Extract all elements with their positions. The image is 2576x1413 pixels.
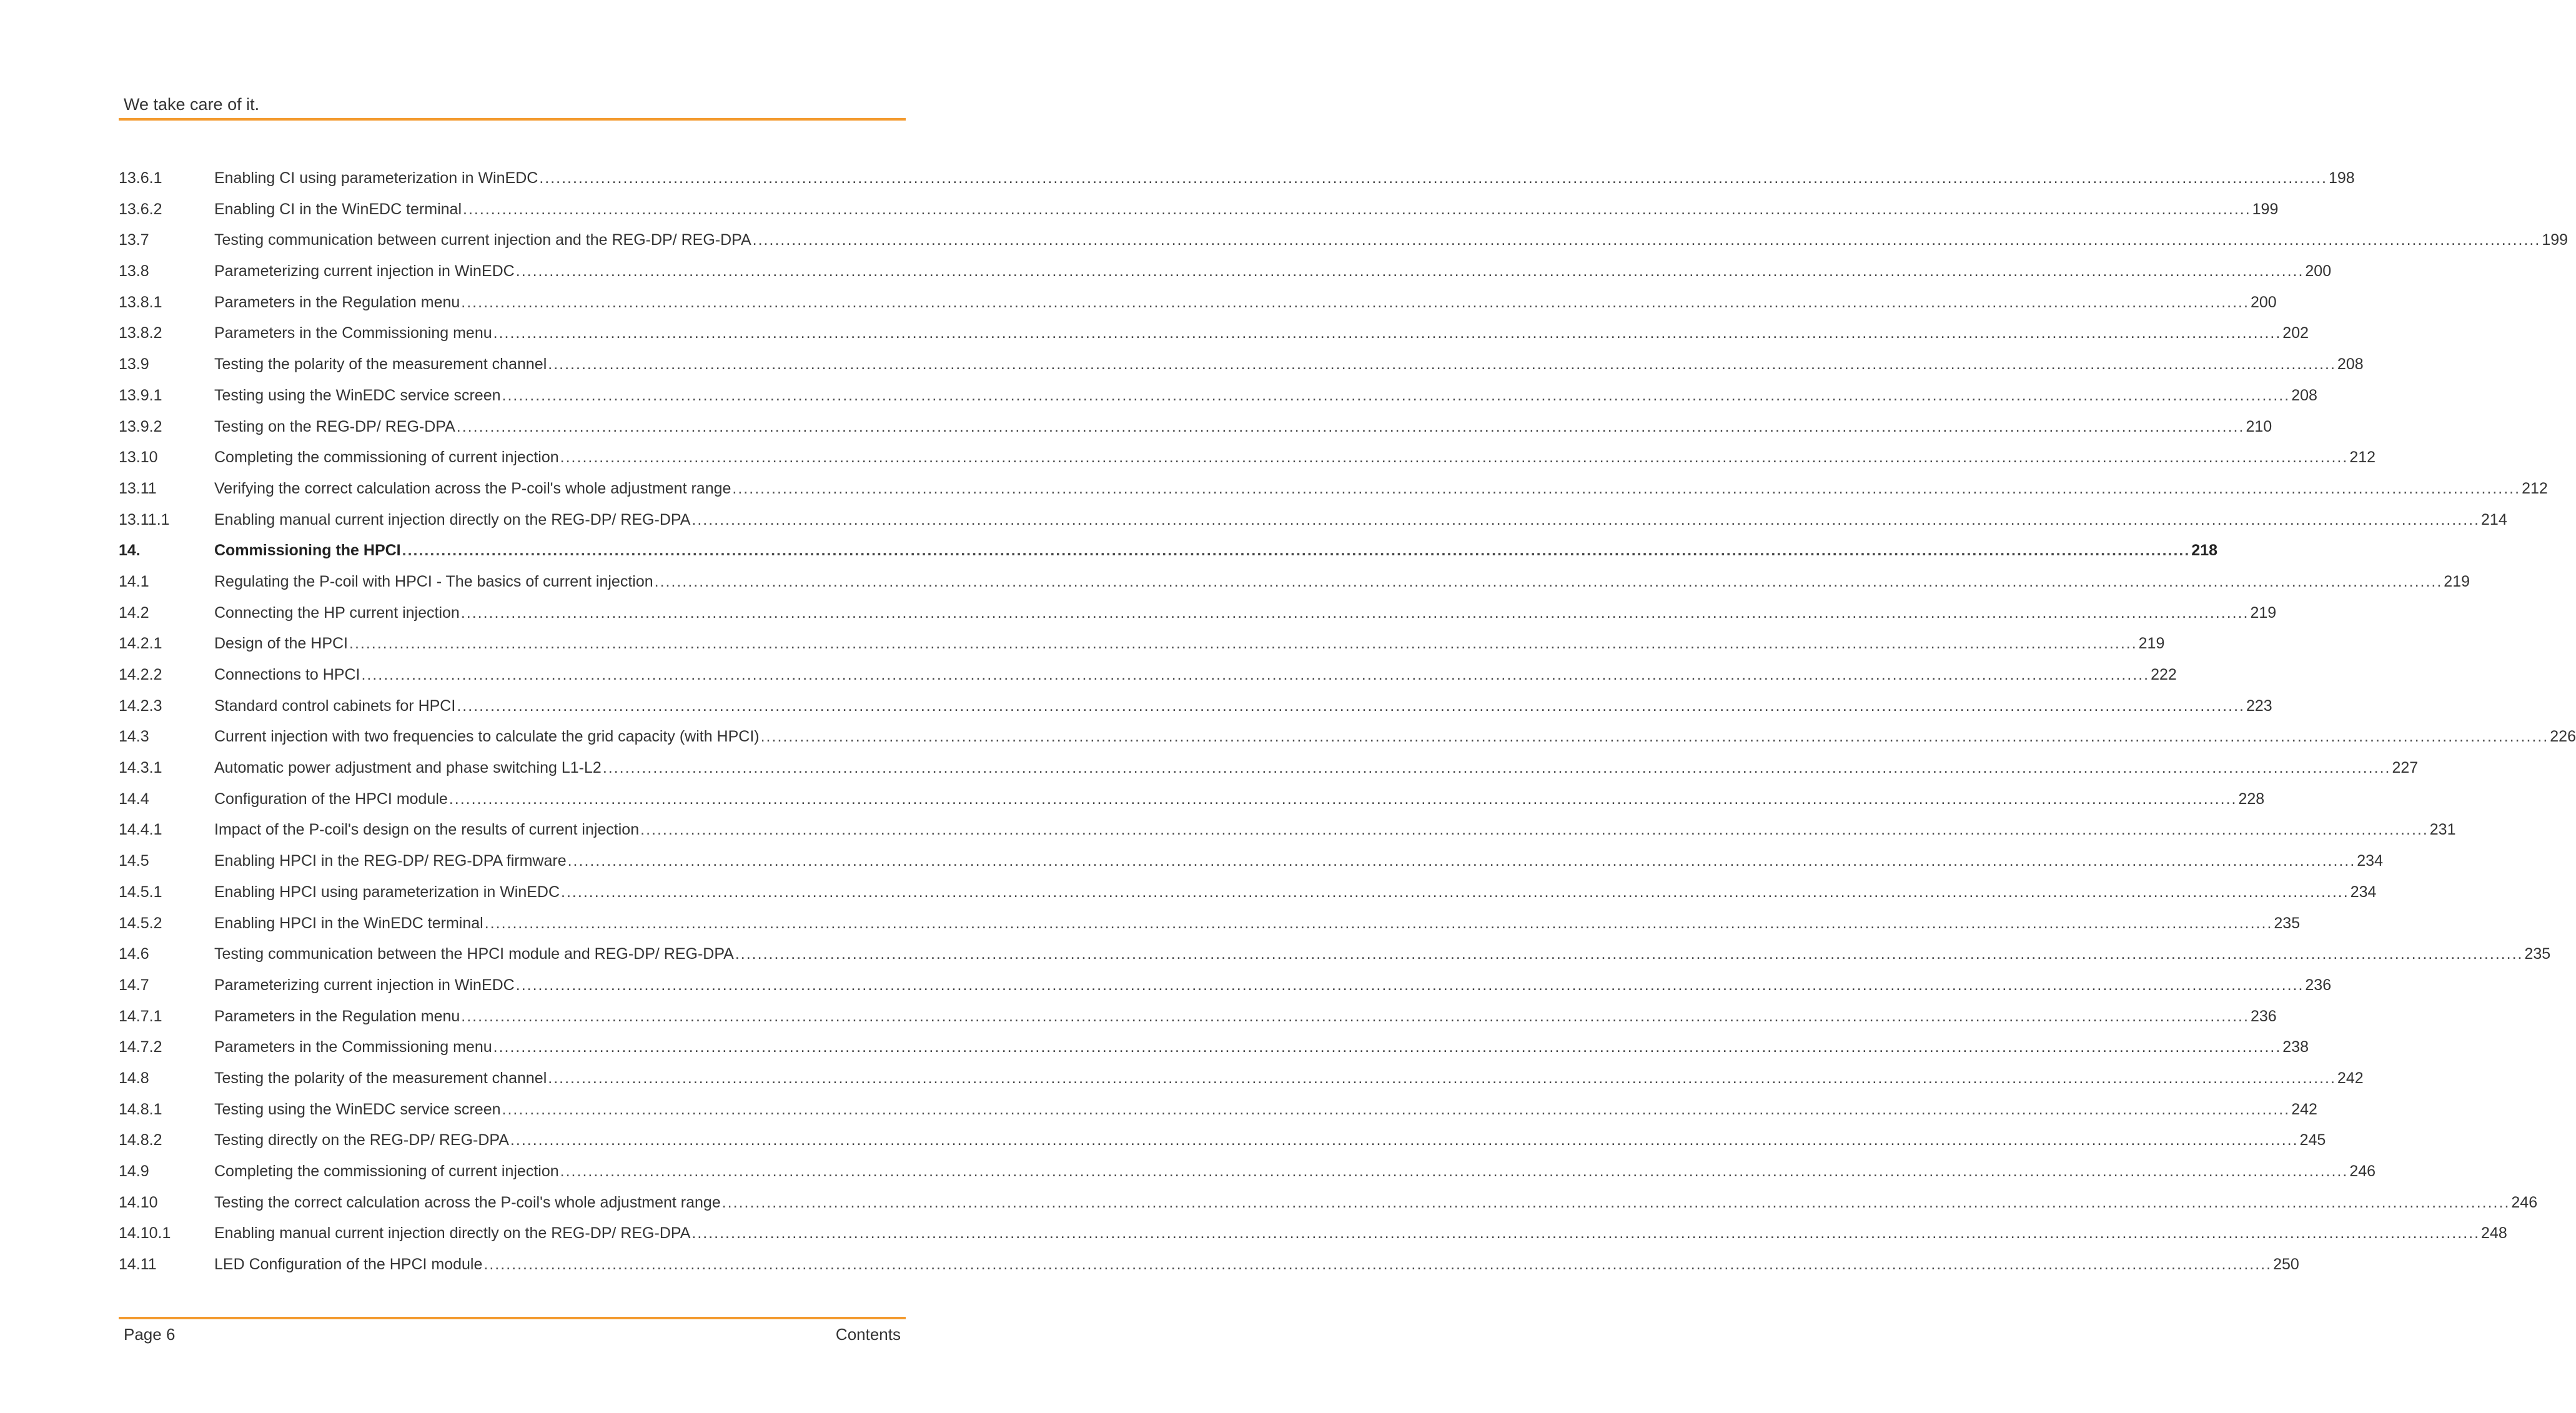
toc-entry-title: Current injection with two frequencies to calculate the grid capacity (with HPCI) xyxy=(214,728,760,746)
toc-entry[interactable] xyxy=(119,1125,2326,1156)
toc-dot-leader xyxy=(753,225,2541,256)
toc-dot-leader xyxy=(483,1249,2272,1281)
toc-entry-number: 13.11.1 xyxy=(119,510,170,528)
toc-entry-page: 223 xyxy=(2246,697,2272,715)
toc-entry-number: 14.1 xyxy=(119,572,149,590)
toc-entry-title: Enabling CI in the WinEDC terminal xyxy=(214,200,462,218)
footer-section-title: Contents xyxy=(835,1325,901,1344)
toc-entry-number: 14.9 xyxy=(119,1163,149,1180)
toc-entry[interactable] xyxy=(119,380,2317,412)
toc-dot-leader xyxy=(539,163,2327,194)
toc-dot-leader xyxy=(548,349,2336,380)
toc-entry[interactable] xyxy=(119,535,2218,567)
toc-entry-title: Connecting the HP current injection xyxy=(214,603,460,622)
toc-dot-leader xyxy=(485,908,2273,940)
toc-entry-page: 235 xyxy=(2524,945,2551,963)
toc-dot-leader xyxy=(502,1094,2291,1126)
toc-dot-leader xyxy=(493,1032,2282,1063)
toc-dot-leader xyxy=(461,287,2249,319)
toc-entry-title: Testing communication between current injection and the REG-DP/ REG-DPA xyxy=(214,231,751,249)
toc-dot-leader xyxy=(457,691,2245,722)
toc-entry[interactable] xyxy=(119,1032,2309,1063)
toc-entry-title: Enabling HPCI in the REG-DP/ REG-DPA firmware xyxy=(214,852,567,870)
toc-entry[interactable] xyxy=(119,256,2332,287)
toc-dot-leader xyxy=(461,1001,2249,1033)
toc-dot-leader xyxy=(561,877,2349,908)
toc-entry-title: Testing the correct calculation across the P-coil's whole adjustment range xyxy=(214,1193,721,1211)
header-rule xyxy=(119,118,906,121)
toc-entry[interactable] xyxy=(119,628,2165,660)
toc-entry-page: 222 xyxy=(2151,666,2177,683)
toc-entry-title: Parameters in the Regulation menu xyxy=(214,1007,460,1025)
toc-entry-page: 248 xyxy=(2481,1224,2507,1242)
toc-entry-title: Verifying the correct calculation across the P-coil's whole adjustment range xyxy=(214,479,731,497)
toc-dot-leader xyxy=(761,721,2549,753)
table-of-contents xyxy=(119,163,2576,1281)
toc-entry-number: 13.11 xyxy=(119,479,157,497)
toc-entry[interactable] xyxy=(119,846,2383,877)
toc-dot-leader xyxy=(560,1156,2349,1187)
toc-entry-number: 13.8 xyxy=(119,262,149,280)
toc-dot-leader xyxy=(655,567,2443,598)
toc-entry-number: 14.2.3 xyxy=(119,697,162,715)
toc-entry-title: Testing the polarity of the measurement channel xyxy=(214,1069,547,1087)
toc-entry-title: Design of the HPCI xyxy=(214,635,348,653)
toc-dot-leader xyxy=(457,412,2245,443)
toc-entry-title: Testing using the WinEDC service screen xyxy=(214,386,501,404)
toc-entry-title: Enabling HPCI using parameterization in WinEDC xyxy=(214,883,560,901)
toc-dot-leader xyxy=(722,1187,2510,1219)
toc-entry-number: 14. xyxy=(119,542,141,560)
toc-entry[interactable] xyxy=(119,1156,2376,1187)
toc-entry[interactable] xyxy=(119,1063,2364,1094)
toc-entry-title: Automatic power adjustment and phase switching L1-L2 xyxy=(214,759,602,777)
toc-entry-number: 13.10 xyxy=(119,449,158,467)
toc-entry-title: Connections to HPCI xyxy=(214,666,360,683)
toc-dot-leader xyxy=(361,660,2149,691)
toc-dot-leader xyxy=(493,318,2282,349)
toc-entry-page: 226 xyxy=(2550,728,2576,746)
footer-page-number: Page 6 xyxy=(124,1325,176,1344)
toc-entry[interactable] xyxy=(119,877,2377,908)
toc-entry-title: Testing the polarity of the measurement channel xyxy=(214,355,547,374)
toc-dot-leader xyxy=(461,598,2249,629)
toc-entry[interactable] xyxy=(119,721,2576,753)
toc-entry-number: 14.6 xyxy=(119,945,149,963)
toc-entry-page: 199 xyxy=(2252,200,2279,218)
toc-dot-leader xyxy=(449,784,2237,815)
toc-entry-page: 235 xyxy=(2274,914,2301,932)
toc-entry-title: Completing the commissioning of current injection xyxy=(214,449,559,467)
toc-entry-page: 236 xyxy=(2305,976,2332,994)
toc-entry[interactable] xyxy=(119,784,2265,815)
toc-entry-page: 212 xyxy=(2522,479,2548,497)
toc-entry[interactable] xyxy=(119,691,2272,722)
toc-entry-page: 228 xyxy=(2238,790,2265,808)
toc-entry[interactable] xyxy=(119,225,2569,256)
toc-entry-page: 200 xyxy=(2250,293,2277,311)
toc-entry[interactable] xyxy=(119,1249,2299,1281)
toc-entry-page: 231 xyxy=(2429,821,2456,839)
toc-entry-page: 234 xyxy=(2357,852,2383,870)
toc-dot-leader xyxy=(603,753,2391,784)
toc-entry-page: 246 xyxy=(2511,1193,2538,1211)
toc-entry-title: Testing on the REG-DP/ REG-DPA xyxy=(214,417,455,435)
toc-entry[interactable] xyxy=(119,194,2279,226)
toc-entry-page: 214 xyxy=(2481,510,2507,528)
toc-dot-leader xyxy=(402,535,2191,567)
toc-entry-page: 238 xyxy=(2282,1038,2309,1056)
toc-entry[interactable] xyxy=(119,1001,2277,1033)
toc-dot-leader xyxy=(516,970,2304,1001)
toc-entry[interactable] xyxy=(119,442,2376,473)
toc-entry-page: 218 xyxy=(2191,542,2218,560)
toc-entry-title: Parameterizing current injection in WinEDC xyxy=(214,976,515,994)
toc-entry[interactable] xyxy=(119,1218,2507,1249)
toc-entry-number: 14.8.2 xyxy=(119,1131,162,1149)
toc-entry-title: Impact of the P-coil's design on the results of current injection xyxy=(214,821,640,839)
toc-dot-leader xyxy=(349,628,2138,660)
toc-entry-title: Testing communication between the HPCI module and REG-DP/ REG-DPA xyxy=(214,945,734,963)
toc-entry-page: 219 xyxy=(2138,635,2165,653)
toc-entry-number: 14.4.1 xyxy=(119,821,162,839)
toc-entry[interactable] xyxy=(119,970,2332,1001)
toc-entry-title: Configuration of the HPCI module xyxy=(214,790,448,808)
toc-entry[interactable] xyxy=(119,349,2364,380)
toc-entry-title: Testing directly on the REG-DP/ REG-DPA xyxy=(214,1131,509,1149)
toc-entry[interactable] xyxy=(119,505,2507,536)
toc-entry-title: Standard control cabinets for HPCI xyxy=(214,697,456,715)
toc-entry-page: 202 xyxy=(2282,324,2309,342)
toc-entry-page: 234 xyxy=(2350,883,2377,901)
toc-entry-page: 250 xyxy=(2273,1256,2299,1274)
toc-entry-number: 14.5 xyxy=(119,852,149,870)
toc-entry-page: 200 xyxy=(2305,262,2332,280)
toc-entry-number: 13.8.1 xyxy=(119,293,162,311)
toc-entry-number: 13.9 xyxy=(119,355,149,374)
toc-entry-title: Testing using the WinEDC service screen xyxy=(214,1100,501,1118)
toc-dot-leader xyxy=(502,380,2291,412)
toc-entry-number: 14.3 xyxy=(119,728,149,746)
toc-entry-number: 13.7 xyxy=(119,231,149,249)
toc-entry-number: 14.2.1 xyxy=(119,635,162,653)
toc-entry-number: 13.9.2 xyxy=(119,417,162,435)
toc-entry[interactable] xyxy=(119,1187,2538,1219)
toc-entry-number: 14.4 xyxy=(119,790,149,808)
toc-entry-number: 13.8.2 xyxy=(119,324,162,342)
toc-dot-leader xyxy=(732,473,2520,505)
toc-dot-leader xyxy=(510,1125,2299,1156)
toc-entry-page: 236 xyxy=(2250,1007,2277,1025)
toc-entry[interactable] xyxy=(119,163,2355,194)
toc-entry-number: 13.6.1 xyxy=(119,169,162,187)
toc-entry-page: 219 xyxy=(2250,603,2277,622)
toc-entry-title: Enabling manual current injection directly on the REG-DP/ REG-DPA xyxy=(214,510,691,528)
toc-entry-number: 14.7 xyxy=(119,976,149,994)
toc-entry-number: 13.9.1 xyxy=(119,386,162,404)
toc-entry-page: 242 xyxy=(2337,1069,2364,1087)
toc-entry-page: 199 xyxy=(2542,231,2569,249)
toc-entry-page: 208 xyxy=(2291,386,2317,404)
toc-entry[interactable] xyxy=(119,287,2277,319)
toc-entry-title: Enabling manual current injection directly on the REG-DP/ REG-DPA xyxy=(214,1224,691,1242)
header-tagline: We take care of it. xyxy=(124,95,260,114)
toc-entry-page: 208 xyxy=(2337,355,2364,374)
toc-entry-page: 210 xyxy=(2246,417,2272,435)
toc-entry-number: 14.7.1 xyxy=(119,1007,162,1025)
toc-entry-number: 14.10 xyxy=(119,1193,158,1211)
toc-entry-title: Parameterizing current injection in WinEDC xyxy=(214,262,515,280)
toc-entry-title: Commissioning the HPCI xyxy=(214,542,401,560)
toc-entry[interactable] xyxy=(119,753,2419,784)
toc-dot-leader xyxy=(548,1063,2336,1094)
toc-entry-number: 14.3.1 xyxy=(119,759,162,777)
footer-rule xyxy=(119,1317,906,1319)
toc-entry-page: 245 xyxy=(2299,1131,2326,1149)
toc-entry-title: Parameters in the Regulation menu xyxy=(214,293,460,311)
toc-entry-number: 14.5.1 xyxy=(119,883,162,901)
toc-entry[interactable] xyxy=(119,1094,2317,1126)
toc-dot-leader xyxy=(463,194,2251,226)
toc-dot-leader xyxy=(560,442,2349,473)
toc-entry-title: Enabling CI using parameterization in WinEDC xyxy=(214,169,538,187)
toc-dot-leader xyxy=(568,846,2356,877)
toc-entry[interactable] xyxy=(119,318,2309,349)
toc-dot-leader xyxy=(516,256,2304,287)
toc-entry-title: Completing the commissioning of current injection xyxy=(214,1163,559,1180)
toc-entry-number: 13.6.2 xyxy=(119,200,162,218)
toc-entry-number: 14.7.2 xyxy=(119,1038,162,1056)
toc-entry-title: LED Configuration of the HPCI module xyxy=(214,1256,483,1274)
toc-entry-page: 212 xyxy=(2349,449,2376,467)
toc-entry[interactable] xyxy=(119,660,2177,691)
toc-dot-leader xyxy=(735,939,2524,970)
toc-entry[interactable] xyxy=(119,412,2272,443)
toc-entry-page: 198 xyxy=(2328,169,2355,187)
toc-entry-page: 246 xyxy=(2349,1163,2376,1180)
toc-entry-title: Parameters in the Commissioning menu xyxy=(214,1038,492,1056)
toc-entry[interactable] xyxy=(119,815,2456,846)
toc-entry-page: 242 xyxy=(2291,1100,2317,1118)
toc-dot-leader xyxy=(691,505,2480,536)
toc-entry-number: 14.2 xyxy=(119,603,149,622)
toc-entry-number: 14.11 xyxy=(119,1256,157,1274)
toc-entry-number: 14.8.1 xyxy=(119,1100,162,1118)
toc-entry-title: Enabling HPCI in the WinEDC terminal xyxy=(214,914,483,932)
toc-entry-page: 227 xyxy=(2392,759,2419,777)
toc-entry[interactable] xyxy=(119,567,2470,598)
toc-entry-title: Regulating the P-coil with HPCI - The basics of current injection xyxy=(214,572,653,590)
toc-entry-number: 14.8 xyxy=(119,1069,149,1087)
toc-entry-number: 14.2.2 xyxy=(119,666,162,683)
toc-entry-number: 14.5.2 xyxy=(119,914,162,932)
toc-entry-title: Parameters in the Commissioning menu xyxy=(214,324,492,342)
toc-entry-page: 219 xyxy=(2444,572,2470,590)
toc-dot-leader xyxy=(691,1218,2480,1249)
toc-entry[interactable] xyxy=(119,598,2277,629)
toc-entry-number: 14.10.1 xyxy=(119,1224,171,1242)
toc-dot-leader xyxy=(640,815,2429,846)
toc-entry[interactable] xyxy=(119,939,2551,970)
toc-entry[interactable] xyxy=(119,473,2548,505)
toc-entry[interactable] xyxy=(119,908,2301,940)
